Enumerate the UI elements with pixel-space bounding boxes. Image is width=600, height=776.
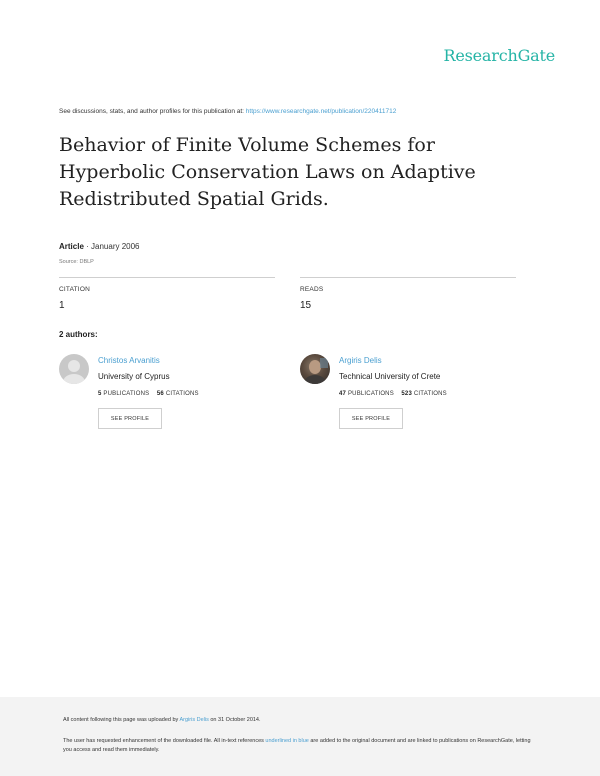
divider-right: [300, 277, 516, 278]
meta-separator: ·: [83, 242, 92, 251]
publication-url-link[interactable]: https://www.researchgate.net/publication/220411712: [245, 108, 397, 115]
article-source: Source: DBLP: [59, 259, 94, 265]
author-institution: University of Cyprus: [98, 372, 170, 381]
upload-notice: [63, 716, 533, 725]
publications-count: 5: [98, 391, 102, 397]
publications-label: PUBLICATIONS: [347, 391, 394, 397]
author-institution: Technical University of Crete: [339, 372, 441, 381]
author-photo-avatar[interactable]: [300, 354, 330, 384]
divider-left: [59, 277, 275, 278]
citations-count: 523: [401, 391, 413, 397]
article-type: Article: [59, 242, 84, 251]
upload-prefix: All content following this page was uploaded by: [63, 717, 180, 723]
reads-label: READS: [300, 286, 324, 293]
citations-label: CITATIONS: [165, 391, 199, 397]
reads-value: 15: [300, 300, 312, 311]
discussion-line: [59, 108, 396, 115]
footer-panel: [0, 697, 600, 776]
author-counts: [339, 391, 447, 397]
author-name-link[interactable]: Argiris Delis: [339, 356, 382, 365]
avatar-placeholder-icon[interactable]: [59, 354, 89, 384]
author-counts: [98, 391, 199, 397]
title-line-2: Hyperbolic Conservation Laws on Adaptive: [59, 161, 476, 183]
discussion-prefix: See discussions, stats, and author profiles for this publication at:: [59, 108, 246, 115]
publications-label: PUBLICATIONS: [103, 391, 150, 397]
citation-value: 1: [59, 300, 65, 311]
title-line-1: Behavior of Finite Volume Schemes for: [59, 134, 435, 156]
citation-label: CITATION: [59, 286, 90, 293]
title-line-3: Redistributed Spatial Grids.: [59, 188, 329, 210]
see-profile-button[interactable]: SEE PROFILE: [98, 408, 162, 429]
citations-label: CITATIONS: [413, 391, 447, 397]
uploader-link[interactable]: Argiris Delis: [179, 717, 209, 723]
citations-count: 56: [156, 391, 164, 397]
authors-heading: 2 authors:: [59, 330, 98, 339]
researchgate-logo[interactable]: ResearchGate: [443, 46, 555, 65]
article-date: January 2006: [91, 242, 140, 251]
enhancement-notice: [63, 737, 533, 755]
upload-suffix: on 31 October 2014.: [208, 717, 261, 723]
underlined-blue-link[interactable]: underlined in blue: [265, 738, 309, 744]
publications-count: 47: [339, 391, 347, 397]
notice-suffix: are added to the original document and are linked to publications on ResearchGate, letting you access and read them immediately.: [63, 738, 531, 753]
article-meta: [59, 242, 140, 251]
notice-prefix: The user has requested enhancement of the downloaded file. All in-text references: [63, 738, 266, 744]
paper-title: [59, 132, 539, 213]
author-name-link[interactable]: Christos Arvanitis: [98, 356, 160, 365]
see-profile-button[interactable]: SEE PROFILE: [339, 408, 403, 429]
